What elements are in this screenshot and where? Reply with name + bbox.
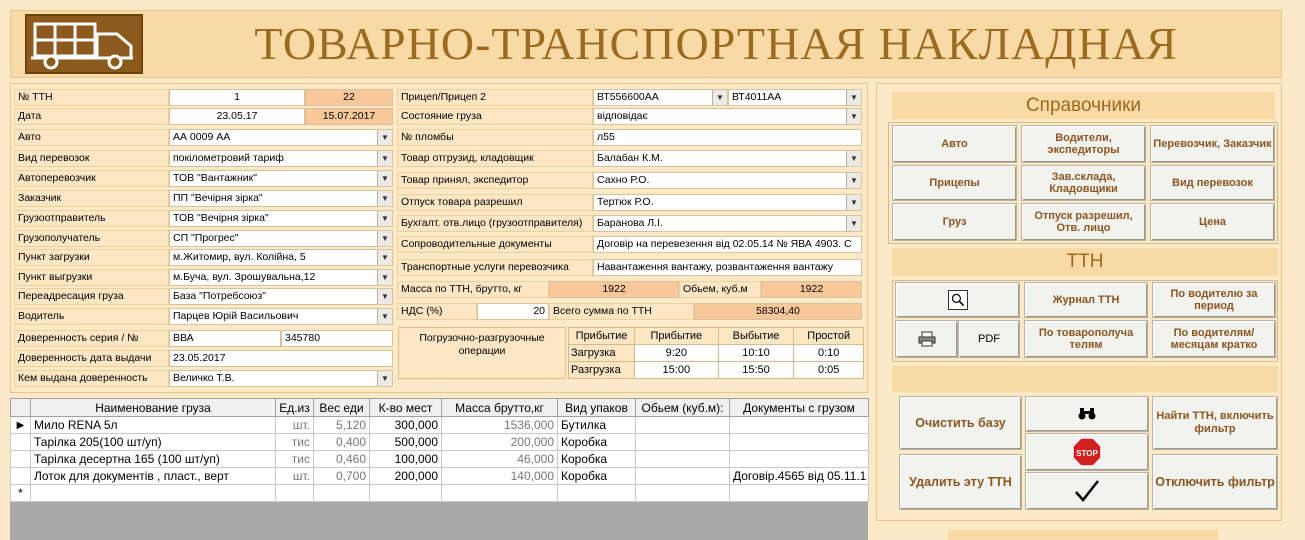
field-label: Состояние груза — [397, 108, 593, 125]
field-text: ТОВ "Вечірня зірка" — [173, 212, 269, 224]
field-value-2[interactable]: 22 — [305, 89, 393, 106]
field-text: ВТ556600АА — [597, 91, 659, 103]
directory-button[interactable]: Прицепы — [892, 165, 1017, 201]
confirm-button[interactable] — [1025, 472, 1149, 510]
volume-label: Обьем, куб.м — [679, 281, 761, 298]
dropdown-arrow-icon[interactable]: ▼ — [377, 289, 392, 304]
field-value[interactable] — [169, 230, 393, 247]
field-label: Кем выдана доверенность — [14, 370, 169, 387]
dropdown-arrow-icon[interactable]: ▼ — [846, 173, 861, 188]
table-cell[interactable]: Тарілка 205(100 шт/уп) — [31, 434, 276, 451]
table-cell[interactable]: 100,000 — [370, 451, 442, 468]
table-cell[interactable]: шт. — [276, 468, 314, 485]
operations-table — [568, 327, 864, 379]
field-label: Прицеп/Прицеп 2 — [397, 89, 593, 106]
field-text: Тертюк Р.О. — [597, 196, 654, 208]
field-text: СП "Прогрес" — [173, 232, 239, 244]
by-driver-period-button[interactable]: По водителю за период — [1152, 282, 1276, 318]
table-cell[interactable]: 140,000 — [442, 468, 558, 485]
field-label: Авто — [14, 129, 169, 146]
mass-label: Масса по ТТН, брутто, кг — [397, 281, 549, 298]
by-drivers-month-button[interactable]: По водителям/ месяцам кратко — [1152, 320, 1276, 358]
field-value[interactable] — [593, 215, 862, 232]
field-value[interactable] — [593, 236, 862, 253]
dropdown-arrow-icon[interactable]: ▼ — [377, 130, 392, 145]
print-button[interactable] — [895, 320, 958, 358]
table-cell[interactable] — [730, 451, 869, 468]
search-button[interactable] — [895, 282, 1020, 318]
field-text: Навантаження вантажу, розвантаження вантажу — [597, 261, 834, 273]
find-ttn-filter-button[interactable]: Найти ТТН, включить фильтр — [1152, 396, 1278, 450]
dropdown-arrow-icon[interactable]: ▼ — [377, 231, 392, 246]
ops-cell[interactable]: 9:20 — [635, 345, 719, 362]
field-label: Товар принял, экспедитор — [397, 172, 593, 189]
field-value[interactable] — [593, 194, 862, 211]
table-cell[interactable]: 200,000 — [442, 434, 558, 451]
table-cell[interactable]: 46,000 — [442, 451, 558, 468]
table-cell[interactable]: тис — [276, 434, 314, 451]
header-banner — [10, 10, 1282, 78]
table-row[interactable] — [11, 468, 869, 485]
dropdown-arrow-icon[interactable]: ▼ — [846, 90, 861, 105]
table-cell[interactable]: тис — [276, 451, 314, 468]
field-text: ВТ4011АА — [732, 91, 782, 103]
table-row[interactable] — [11, 434, 869, 451]
field-value[interactable]: ВВА — [169, 330, 281, 347]
table-cell[interactable] — [636, 434, 730, 451]
dropdown-arrow-icon[interactable]: ▼ — [846, 195, 861, 210]
field-value[interactable] — [169, 350, 393, 367]
field-value[interactable] — [169, 210, 393, 227]
field-value[interactable] — [169, 249, 393, 266]
table-cell[interactable]: 200,000 — [370, 468, 442, 485]
directory-button[interactable]: Авто — [892, 125, 1017, 163]
field-text: відповідає — [597, 110, 648, 122]
table-cell[interactable]: Договір.4565 від 05.11.1 — [730, 468, 869, 485]
new-row[interactable] — [11, 485, 869, 502]
table-cell[interactable]: 0,400 — [314, 434, 370, 451]
field-text: Сахно Р.О. — [597, 174, 650, 186]
table-cell[interactable] — [31, 485, 276, 502]
table-cell[interactable] — [314, 485, 370, 502]
column-header[interactable]: Вес еди — [314, 399, 370, 417]
table-cell[interactable] — [442, 485, 558, 502]
field-value[interactable] — [169, 288, 393, 305]
table-cell[interactable] — [370, 485, 442, 502]
field-text: ТОВ "Вантажник" — [173, 172, 257, 184]
table-cell[interactable] — [636, 468, 730, 485]
table-cell[interactable] — [730, 434, 869, 451]
field-text: м.Буча, вул. Зрошувальна,12 — [173, 271, 316, 283]
field-text: л55 — [597, 131, 615, 143]
total-sum-field[interactable]: 58304,40 — [694, 303, 862, 320]
field-label: Автоперевозчик — [14, 170, 169, 187]
ops-header: Выбытие — [718, 328, 794, 345]
column-header[interactable]: Ед.из — [276, 399, 314, 417]
field-label: Транспортные услуги перевозчика — [397, 259, 593, 276]
delete-ttn-button[interactable]: Удалить эту ТТН — [899, 454, 1022, 510]
field-label: № пломбы — [397, 129, 593, 146]
table-cell[interactable] — [636, 451, 730, 468]
field-value-2[interactable]: 345780 — [281, 330, 393, 347]
ops-cell[interactable]: 15:00 — [635, 362, 719, 379]
goods-table — [10, 398, 869, 502]
field-value[interactable] — [593, 150, 862, 167]
field-text: Баранова Л.І. — [597, 217, 663, 229]
disable-filter-button[interactable]: Отключить фильтр — [1152, 454, 1278, 510]
field-value-2[interactable] — [728, 89, 862, 106]
column-header[interactable]: Наименование груза — [31, 399, 276, 417]
table-cell[interactable]: 0,700 — [314, 468, 370, 485]
field-text: Величко Т.В. — [173, 372, 235, 384]
ttn-section-title: ТТН — [892, 248, 1278, 276]
field-label: Бухгалт. отв.лицо (грузоотправителя) — [397, 215, 593, 232]
dropdown-arrow-icon[interactable]: ▼ — [377, 171, 392, 186]
field-label: Водитель — [14, 308, 169, 325]
field-text: покілометровий тариф — [173, 152, 284, 164]
dropdown-arrow-icon[interactable]: ▼ — [377, 371, 392, 386]
field-label: Грузоотправитель — [14, 210, 169, 227]
field-value[interactable]: 1 — [169, 89, 305, 106]
field-label: № ТТН — [14, 89, 169, 106]
field-value-2[interactable]: 15.07.2017 — [305, 108, 393, 125]
binoculars-icon — [1078, 407, 1096, 421]
table-cell[interactable]: 0,460 — [314, 451, 370, 468]
field-label: Заказчик — [14, 190, 169, 207]
bottom-band — [948, 530, 1218, 540]
field-value[interactable] — [169, 170, 393, 187]
dropdown-arrow-icon[interactable]: ▼ — [846, 151, 861, 166]
field-text: База "Потребсоюз" — [173, 290, 266, 302]
field-value[interactable] — [593, 259, 862, 276]
table-cell[interactable]: 5,120 — [314, 417, 370, 434]
field-value[interactable] — [169, 269, 393, 286]
directory-button[interactable]: Вид перевозок — [1150, 165, 1275, 201]
table-cell[interactable] — [276, 485, 314, 502]
ops-cell[interactable]: 10:10 — [718, 345, 794, 362]
binoculars-button[interactable] — [1025, 396, 1149, 432]
field-label: Вид перевозок — [14, 150, 169, 167]
truck-logo-icon — [25, 14, 143, 74]
nds-label: НДС (%) — [397, 303, 477, 320]
column-header[interactable]: К-во мест — [370, 399, 442, 417]
row-selector[interactable] — [11, 468, 31, 485]
table-cell[interactable] — [730, 485, 869, 502]
stop-button[interactable] — [1025, 433, 1149, 471]
row-selector[interactable] — [11, 434, 31, 451]
ops-header: Простой — [794, 328, 864, 345]
field-text: 23.05.2017 — [173, 352, 226, 364]
dropdown-arrow-icon[interactable]: ▼ — [377, 211, 392, 226]
pdf-button[interactable]: PDF — [958, 320, 1020, 358]
stop-sign-text: STOP — [1076, 449, 1098, 458]
ops-cell[interactable]: 0:05 — [794, 362, 864, 379]
ops-header: Прибытие — [569, 328, 635, 345]
field-text: Договір на перевезення від 02.05.14 № ЯВА 4903. С — [597, 238, 852, 250]
separator-band — [892, 366, 1278, 392]
field-value[interactable] — [593, 89, 728, 106]
column-header[interactable]: Обьем (куб.м): — [636, 399, 730, 417]
directory-button[interactable]: Цена — [1150, 203, 1275, 241]
field-value[interactable] — [169, 190, 393, 207]
field-label: Отпуск товара разрешил — [397, 194, 593, 211]
field-label: Пункт загрузки — [14, 249, 169, 266]
field-value[interactable] — [593, 172, 862, 189]
total-sum-label: Всего сумма по ТТН — [549, 303, 694, 320]
checkmark-icon — [1074, 479, 1100, 503]
field-text: Парцев Юрій Васильович — [173, 310, 299, 322]
table-row[interactable] — [11, 417, 869, 434]
dropdown-arrow-icon[interactable]: ▼ — [846, 216, 861, 231]
table-cell[interactable]: Мило RENA 5л — [31, 417, 276, 434]
table-cell[interactable] — [730, 417, 869, 434]
field-value[interactable] — [169, 308, 393, 325]
field-text: м.Житомир, вул. Колійна, 5 — [173, 251, 306, 263]
by-receivers-button[interactable]: По товарополуча телям — [1024, 320, 1148, 358]
column-header[interactable]: Масса брутто,кг — [442, 399, 558, 417]
field-label: Переадресация груза — [14, 288, 169, 305]
printer-icon — [918, 331, 936, 347]
field-label: Товар отгрузид, кладовщик — [397, 150, 593, 167]
field-label: Грузополучатель — [14, 230, 169, 247]
dropdown-arrow-icon[interactable]: ▼ — [712, 90, 727, 105]
ops-cell[interactable]: 0:10 — [794, 345, 864, 362]
table-cell[interactable]: Коробка — [558, 434, 636, 451]
directory-button[interactable]: Груз — [892, 203, 1017, 241]
table-cell[interactable]: 500,000 — [370, 434, 442, 451]
row-selector[interactable] — [11, 451, 31, 468]
directories-title: Справочники — [892, 92, 1275, 119]
dropdown-arrow-icon[interactable]: ▼ — [377, 250, 392, 265]
table-cell[interactable]: Тарілка десертна 165 (100 шт/уп) — [31, 451, 276, 468]
dropdown-arrow-icon[interactable]: ▼ — [846, 109, 861, 124]
directory-button[interactable]: Перевозчик, Заказчик — [1150, 125, 1275, 163]
dropdown-arrow-icon[interactable]: ▼ — [377, 270, 392, 285]
table-cell[interactable] — [558, 485, 636, 502]
ops-cell[interactable]: 15:50 — [718, 362, 794, 379]
volume-field[interactable]: 1922 — [761, 281, 862, 298]
row-selector-header — [11, 399, 31, 417]
directory-button[interactable]: Отпуск разрешил, Отв. лицо — [1021, 203, 1146, 241]
field-text: ПП "Вечірня зірка" — [173, 192, 263, 204]
field-value[interactable] — [593, 108, 862, 125]
field-label: Пункт выгрузки — [14, 269, 169, 286]
table-cell[interactable]: шт. — [276, 417, 314, 434]
clear-database-button[interactable]: Очистить базу — [899, 396, 1022, 450]
table-cell[interactable] — [636, 417, 730, 434]
page-title: ТОВАРНО-ТРАНСПОРТНАЯ НАКЛАДНАЯ — [254, 18, 1178, 69]
field-label: Доверенность дата выдачи — [14, 350, 169, 367]
table-cell[interactable]: Коробка — [558, 451, 636, 468]
field-label: Дата — [14, 108, 169, 125]
nds-field[interactable]: 20 — [477, 303, 549, 320]
stop-sign-icon — [1072, 437, 1102, 467]
column-header[interactable]: Документы с грузом — [730, 399, 869, 417]
field-text: АА 0009 АА — [173, 131, 231, 143]
field-label: Сопроводительные документы — [397, 236, 593, 253]
row-selector[interactable]: ▶ — [11, 417, 31, 434]
field-value[interactable] — [169, 129, 393, 146]
table-cell[interactable]: 300,000 — [370, 417, 442, 434]
table-cell[interactable]: Лоток для документів , пласт., верт — [31, 468, 276, 485]
mass-field[interactable]: 1922 — [549, 281, 679, 298]
table-row[interactable] — [11, 451, 869, 468]
ops-row-name: Загрузка — [569, 345, 635, 362]
ttn-journal-button[interactable]: Журнал ТТН — [1024, 282, 1148, 318]
dropdown-arrow-icon[interactable]: ▼ — [377, 309, 392, 324]
ops-row-name: Разгрузка — [569, 362, 635, 379]
field-value[interactable] — [169, 370, 393, 387]
table-cell[interactable]: Бутилка — [558, 417, 636, 434]
field-label: Доверенность серия / № — [14, 330, 169, 347]
field-value[interactable]: 23.05.17 — [169, 108, 305, 125]
loading-operations-label: Погрузочно-разгрузочные операции — [398, 327, 566, 379]
field-value[interactable] — [593, 129, 862, 146]
new-row-marker: * — [11, 485, 31, 502]
ops-header: Прибытие — [635, 328, 719, 345]
field-text: Балабан К.М. — [597, 152, 663, 164]
dropdown-arrow-icon[interactable]: ▼ — [377, 151, 392, 166]
table-cell[interactable]: Коробка — [558, 468, 636, 485]
table-cell[interactable]: 1536,000 — [442, 417, 558, 434]
dropdown-arrow-icon[interactable]: ▼ — [377, 191, 392, 206]
directory-button[interactable]: Водители, экспедиторы — [1021, 125, 1146, 163]
table-cell[interactable] — [636, 485, 730, 502]
directory-button[interactable]: Зав.склада, Кладовщики — [1021, 165, 1146, 201]
column-header[interactable]: Вид упаков — [558, 399, 636, 417]
field-value[interactable] — [169, 150, 393, 167]
magnifier-icon — [948, 290, 968, 310]
